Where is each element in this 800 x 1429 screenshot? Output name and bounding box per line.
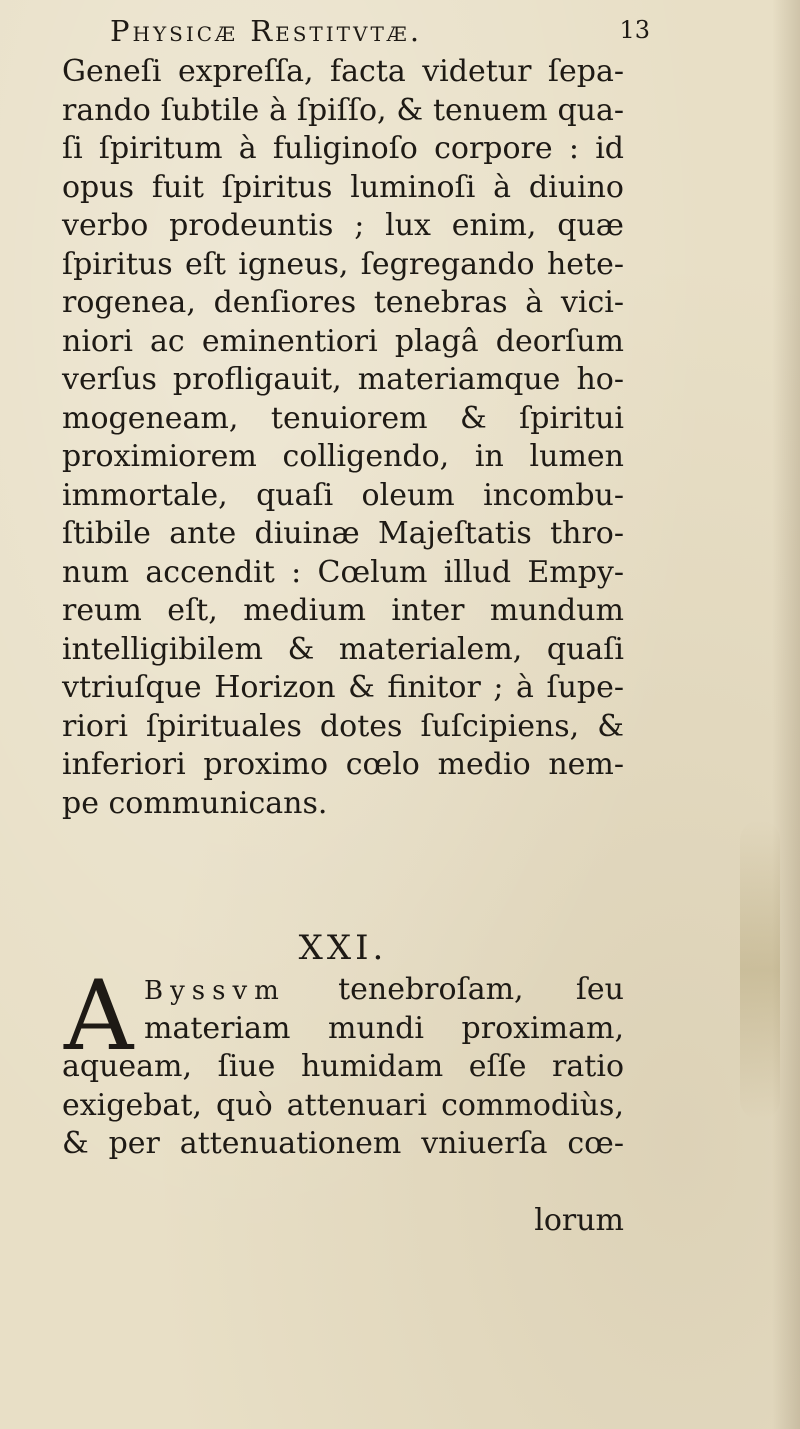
text-line: [144, 971, 624, 1010]
drop-cap: A: [64, 960, 134, 1072]
text-line: rogenea, denſiores tenebras à vici-: [62, 285, 624, 320]
text-line: niori ac eminentiori plagâ deorſum: [62, 323, 624, 359]
text-line: rando ſubtile à ſpiſſo, & tenuem qua-: [62, 92, 624, 128]
text-line: num accendit : Cœlum illud Empy-: [62, 554, 624, 590]
text-line: immortale, quaſi oleum incombu-: [62, 477, 624, 513]
running-header: [110, 14, 650, 54]
opening-small-caps: Byssvm: [144, 976, 286, 1006]
text-line: mogeneam, tenuiorem & ſpiritui: [62, 400, 624, 436]
text-line: exigebat, quò attenuari commodiùs,: [62, 1087, 624, 1123]
text-line: aqueam, ſiue humidam eſſe ratio: [62, 1049, 624, 1084]
running-title: Physicæ Restitvtæ.: [110, 14, 423, 48]
text-line: pe communicans.: [62, 785, 328, 821]
text-line: verbo prodeuntis ; lux enim, quæ: [62, 208, 624, 243]
text-line: reum eſt, medium inter mundum: [62, 593, 624, 628]
paragraph-1: [62, 53, 624, 823]
text-line: inferiori proximo cœlo medio nem-: [62, 747, 624, 782]
text-line: ſtibile ante diuinæ Majeſtatis thro-: [62, 516, 624, 551]
catchword: lorum: [534, 1203, 624, 1238]
text-line: riori ſpirituales dotes ſuſcipiens, &: [62, 708, 624, 744]
text-line: & per attenuationem vniuerſa cœ-: [62, 1126, 624, 1161]
text-line: vtriuſque Horizon & finitor ; à ſupe-: [62, 670, 624, 705]
section-heading: XXI.: [298, 928, 388, 968]
text-line: intelligibilem & materialem, quaſi: [62, 631, 624, 667]
text-line: opus fuit ſpiritus luminoſi à diuino: [62, 169, 624, 205]
text-line: proximiorem colligendo, in lumen: [62, 439, 624, 474]
page-number: 13: [619, 16, 650, 44]
text-line: materiam mundi proximam,: [144, 1010, 624, 1046]
margin-stain: [740, 820, 780, 1120]
text-line: Geneſi expreſſa, facta videtur ſepa-: [62, 54, 624, 89]
text-line: verſus profligauit, materiamque ho-: [62, 362, 624, 397]
text-line: ſi ſpiritum à fuliginoſo corpore : id: [62, 131, 624, 166]
text-segment: tenebroſam, ſeu: [338, 972, 624, 1007]
paragraph-2: [62, 971, 624, 1164]
text-line: ſpiritus eſt igneus, ſegregando hete-: [62, 246, 624, 282]
page-edge-shadow: [772, 0, 800, 1429]
